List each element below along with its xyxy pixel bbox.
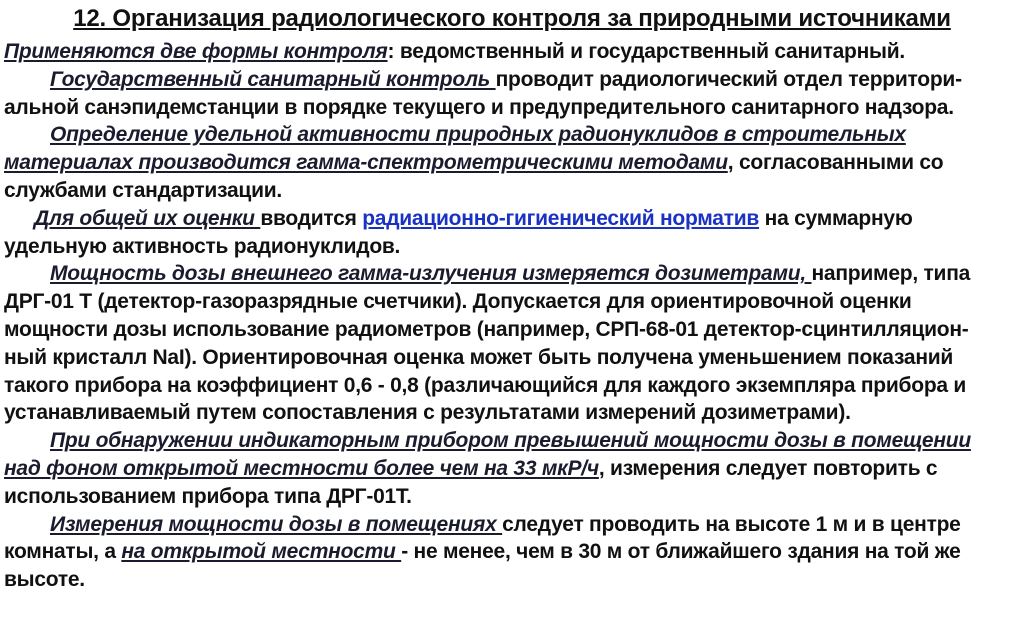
body-line: альной санэпидемстанции в порядке текущего и предупредительного санитарного надзора.	[4, 95, 954, 119]
body-text: вводится	[260, 206, 363, 230]
emphasis-text: Для общей их оценки	[34, 206, 261, 230]
body-line: высоте.	[4, 568, 85, 592]
body-text: следует проводить на высоте 1 м и в центре	[502, 512, 961, 536]
paragraph-control-forms	[4, 38, 1020, 66]
emphasis-text: над фоном открытой местности более чем на 33 мкР/ч	[4, 456, 599, 480]
body-line: службами стандартизации.	[4, 178, 282, 202]
paragraph-excess-detection	[4, 427, 1020, 455]
body-text: на суммарную	[759, 206, 913, 230]
paragraph-general-assessment	[4, 205, 1020, 233]
body-text: - не менее, чем в 30 м от ближайшего здания на той же	[401, 540, 961, 564]
emphasis-text: Применяются две формы контроля	[4, 40, 388, 63]
body-text: например, типа	[811, 262, 971, 286]
paragraph-state-control	[4, 66, 1020, 94]
body-line: мощности дозы использование радиометров (например, СРП-68-01 детектор-сцинтилляцион-	[4, 317, 969, 341]
slide-title: 12. Организация радиологического контроля за природными источниками	[73, 5, 951, 32]
paragraph-activity-determination	[4, 121, 1020, 149]
emphasis-text: материалах производится гамма-спектрометрическими методами	[4, 151, 728, 175]
emphasis-text: При обнаружении индикаторным прибором превышений мощности дозы в помещении	[50, 429, 971, 453]
body-text: , измерения следует повторить с	[598, 456, 938, 480]
paragraph-dose-rate	[4, 260, 1020, 288]
emphasis-text: Государственный санитарный контроль	[50, 67, 496, 91]
body-line	[4, 538, 1020, 566]
body-text: комнаты, а	[4, 540, 122, 564]
emphasis-text: Мощность дозы внешнего гамма-излучения измеряется дозиметрами,	[50, 262, 812, 286]
body-text: проводит радиологический отдел территори-	[495, 67, 962, 91]
body-text: : ведомственный и государственный санитарный.	[387, 40, 905, 63]
body-text: , согласованными со	[727, 151, 944, 175]
body-line: ДРГ-01 Т (детектор-газоразрядные счетчики). Допускается для ориентировочной оценки	[4, 290, 912, 314]
body-line: такого прибора на коэффициент 0,6 - 0,8 (различающийся для каждого экземпляра прибора и	[4, 373, 967, 397]
emphasis-text: на открытой местности	[121, 540, 402, 564]
body-line	[4, 149, 1020, 177]
emphasis-text: Измерения мощности дозы в помещениях	[50, 512, 503, 536]
paragraph-measurement-height	[4, 511, 1020, 539]
emphasis-text: Определение удельной активности природных радионуклидов в строительных	[50, 123, 906, 147]
body-line: использованием прибора типа ДРГ-01Т.	[4, 484, 412, 508]
norm-link[interactable]: радиационно-гигиенический норматив	[362, 206, 760, 230]
slide-body	[4, 38, 1020, 594]
body-line: устанавливаемый путем сопоставления с результатами измерений дозиметрами).	[4, 401, 851, 425]
body-line: ный кристалл NaI). Ориентировочная оценка может быть получена уменьшением показаний	[4, 345, 954, 369]
body-line: удельную активность радионуклидов.	[4, 234, 401, 258]
body-line	[4, 455, 1020, 483]
